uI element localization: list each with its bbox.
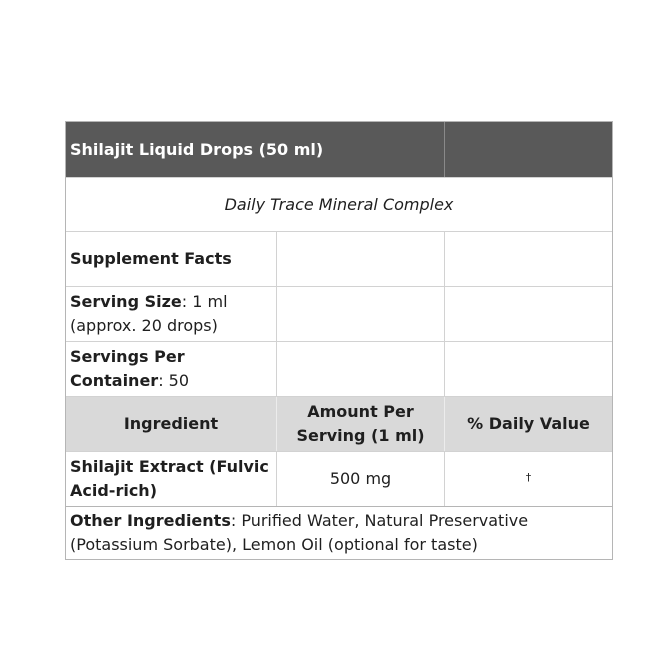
title-bar bbox=[66, 122, 612, 177]
column-header-amount: Amount Per Serving (1 ml) bbox=[276, 397, 444, 451]
other-ingredients-label: Other Ingredients bbox=[70, 511, 231, 530]
product-subtitle: Daily Trace Mineral Complex bbox=[224, 194, 454, 214]
serving-size-row bbox=[66, 286, 612, 341]
servings-per-container-value: : 50 bbox=[158, 371, 190, 390]
serving-size-value: : 1 ml (approx. 20 drops) bbox=[70, 292, 228, 335]
table-row bbox=[66, 451, 612, 506]
column-header-daily-value: % Daily Value bbox=[444, 397, 612, 451]
facts-heading: Supplement Facts bbox=[70, 249, 232, 268]
product-title: Shilajit Liquid Drops (50 ml) bbox=[70, 139, 324, 159]
column-header-row bbox=[66, 396, 612, 451]
empty-cell bbox=[444, 232, 612, 286]
servings-per-container bbox=[66, 342, 276, 396]
servings-per-container-row bbox=[66, 341, 612, 396]
serving-size bbox=[66, 287, 276, 341]
empty-cell bbox=[276, 287, 444, 341]
empty-cell bbox=[276, 342, 444, 396]
title-bar-empty-cell bbox=[444, 122, 612, 177]
other-ingredients-value: : Purified Water, Natural Preservative (Potassium Sorbate), Lemon Oil (optional for taste) bbox=[70, 511, 529, 554]
other-ingredients bbox=[66, 507, 612, 559]
facts-heading-row bbox=[66, 231, 612, 286]
serving-size-label: Serving Size bbox=[70, 292, 182, 311]
empty-cell bbox=[444, 342, 612, 396]
ingredient-name: Shilajit Extract (Fulvic Acid-rich) bbox=[70, 457, 269, 500]
ingredient-amount: 500 mg bbox=[276, 452, 444, 506]
empty-cell bbox=[276, 232, 444, 286]
supplement-facts-panel bbox=[65, 121, 613, 560]
servings-per-container-label: Servings Per Container bbox=[70, 347, 185, 390]
empty-cell bbox=[444, 287, 612, 341]
column-header-ingredient: Ingredient bbox=[123, 414, 219, 433]
other-ingredients-row bbox=[66, 506, 612, 559]
ingredient-daily-value: † bbox=[444, 452, 612, 506]
subtitle-row bbox=[66, 177, 612, 231]
